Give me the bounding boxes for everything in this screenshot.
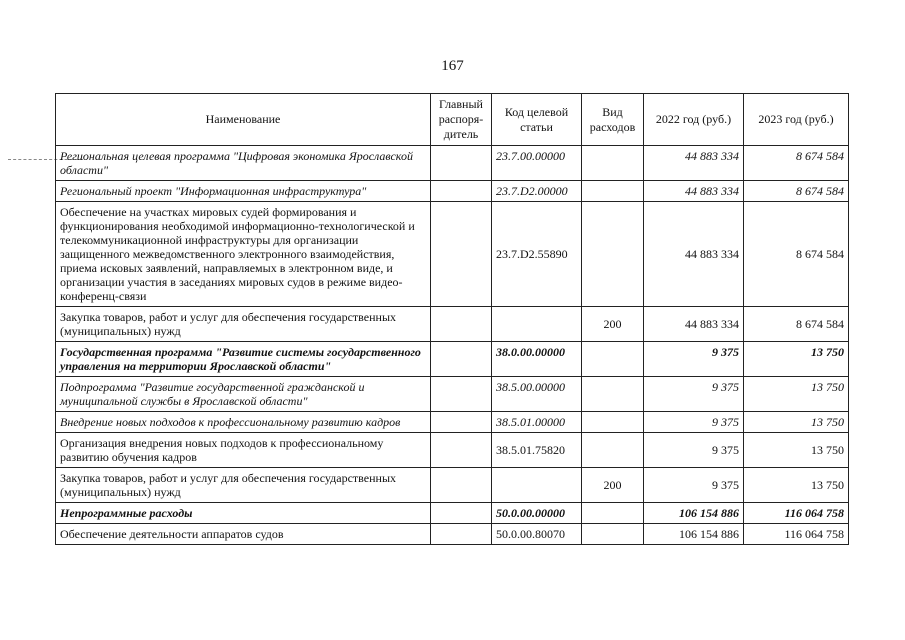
cell-manager — [431, 412, 492, 433]
cell-2023: 13 750 — [744, 412, 849, 433]
cell-code: 23.7.D2.55890 — [492, 202, 582, 307]
header-code: Код целевой статьи — [492, 94, 582, 146]
cell-2022: 44 883 334 — [644, 307, 744, 342]
cell-2023: 13 750 — [744, 468, 849, 503]
cell-code: 38.5.00.00000 — [492, 377, 582, 412]
cell-manager — [431, 146, 492, 181]
header-manager: Главный распоря-дитель — [431, 94, 492, 146]
cell-manager — [431, 524, 492, 545]
cell-kind — [582, 202, 644, 307]
cell-manager — [431, 433, 492, 468]
cell-2022: 9 375 — [644, 377, 744, 412]
cell-kind: 200 — [582, 468, 644, 503]
cell-code — [492, 468, 582, 503]
cell-2022: 9 375 — [644, 468, 744, 503]
cell-manager — [431, 181, 492, 202]
cell-2022: 9 375 — [644, 433, 744, 468]
cell-name: Обеспечение на участках мировых судей формирования и функционирования необходимой информационно-технологической и телекоммуникационной инфраструктуры для организации защищенного межведомственного электронного взаимодействия, приема исковых заявлений, направляемых в электронном виде, и организации участия в заседаниях мировых судов в режиме видео-конференц-связи — [56, 202, 431, 307]
cell-code: 23.7.D2.00000 — [492, 181, 582, 202]
cell-name: Обеспечение деятельности аппаратов судов — [56, 524, 431, 545]
cell-2023: 13 750 — [744, 433, 849, 468]
table-header-row — [56, 94, 849, 146]
cell-code: 38.0.00.00000 — [492, 342, 582, 377]
cell-manager — [431, 202, 492, 307]
cell-kind — [582, 524, 644, 545]
cell-name: Региональная целевая программа "Цифровая экономика Ярославской области" — [56, 146, 431, 181]
header-name: Наименование — [56, 94, 431, 146]
cell-2022: 9 375 — [644, 342, 744, 377]
table-row — [56, 342, 849, 377]
cell-2023: 13 750 — [744, 377, 849, 412]
cell-2022: 44 883 334 — [644, 181, 744, 202]
cell-2023: 116 064 758 — [744, 524, 849, 545]
cell-2023: 8 674 584 — [744, 181, 849, 202]
cell-kind — [582, 433, 644, 468]
cell-code: 38.5.01.75820 — [492, 433, 582, 468]
cell-2022: 44 883 334 — [644, 146, 744, 181]
cell-2023: 116 064 758 — [744, 503, 849, 524]
table-row — [56, 524, 849, 545]
cell-kind — [582, 146, 644, 181]
table-row — [56, 181, 849, 202]
cell-manager — [431, 307, 492, 342]
cell-manager — [431, 503, 492, 524]
cell-2023: 8 674 584 — [744, 146, 849, 181]
cell-2022: 106 154 886 — [644, 503, 744, 524]
cell-name: Региональный проект "Информационная инфраструктура" — [56, 181, 431, 202]
cell-kind — [582, 503, 644, 524]
cell-manager — [431, 342, 492, 377]
budget-table — [55, 93, 849, 545]
header-2022: 2022 год (руб.) — [644, 94, 744, 146]
table-row — [56, 377, 849, 412]
cell-kind — [582, 377, 644, 412]
cell-name: Непрограммные расходы — [56, 503, 431, 524]
cell-code: 50.0.00.00000 — [492, 503, 582, 524]
cell-kind — [582, 412, 644, 433]
cell-2023: 8 674 584 — [744, 202, 849, 307]
cell-2022: 44 883 334 — [644, 202, 744, 307]
table-row — [56, 307, 849, 342]
cell-name: Государственная программа "Развитие системы государственного управления на территории Ярославской области" — [56, 342, 431, 377]
cell-manager — [431, 377, 492, 412]
cell-name: Закупка товаров, работ и услуг для обеспечения государственных (муниципальных) нужд — [56, 307, 431, 342]
cell-kind — [582, 342, 644, 377]
table-row — [56, 433, 849, 468]
header-kind: Вид расходов — [582, 94, 644, 146]
cell-name: Организация внедрения новых подходов к профессиональному развитию обучения кадров — [56, 433, 431, 468]
page-number: 167 — [441, 58, 464, 74]
cell-name: Внедрение новых подходов к профессиональному развитию кадров — [56, 412, 431, 433]
header-2023: 2023 год (руб.) — [744, 94, 849, 146]
table-row — [56, 412, 849, 433]
cell-2023: 8 674 584 — [744, 307, 849, 342]
cell-kind: 200 — [582, 307, 644, 342]
cell-2023: 13 750 — [744, 342, 849, 377]
cell-code: 23.7.00.00000 — [492, 146, 582, 181]
table-row — [56, 146, 849, 181]
cell-code: 38.5.01.00000 — [492, 412, 582, 433]
table-row — [56, 468, 849, 503]
cell-name: Подпрограмма "Развитие государственной гражданской и муниципальной службы в Ярославской области" — [56, 377, 431, 412]
cell-manager — [431, 468, 492, 503]
table-row — [56, 503, 849, 524]
cell-2022: 106 154 886 — [644, 524, 744, 545]
cell-code — [492, 307, 582, 342]
cell-name: Закупка товаров, работ и услуг для обеспечения государственных (муниципальных) нужд — [56, 468, 431, 503]
cell-2022: 9 375 — [644, 412, 744, 433]
table-row — [56, 202, 849, 307]
cell-code: 50.0.00.80070 — [492, 524, 582, 545]
cell-kind — [582, 181, 644, 202]
